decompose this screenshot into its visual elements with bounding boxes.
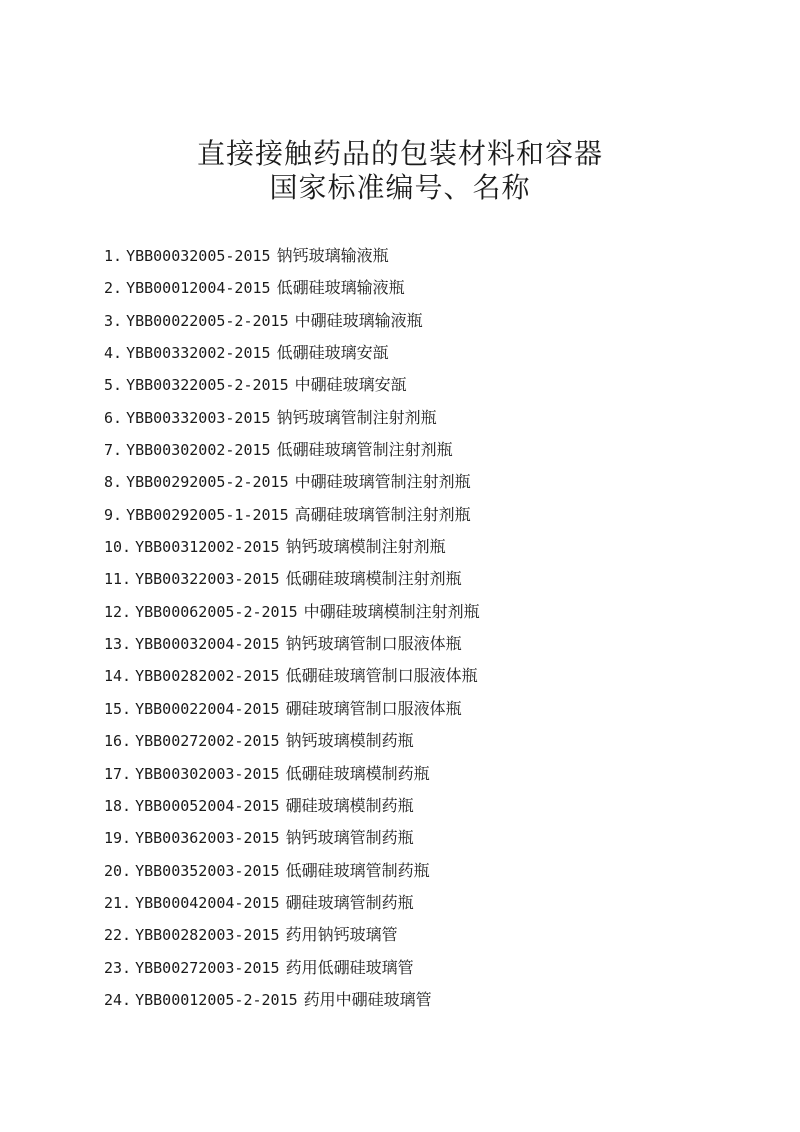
item-number: 15. <box>104 699 132 718</box>
list-item <box>104 274 480 306</box>
list-item <box>104 857 480 889</box>
item-number: 19. <box>104 829 132 848</box>
standard-name: 中硼硅玻璃输液瓶 <box>294 310 423 330</box>
item-number: 7. <box>104 441 123 460</box>
standard-code: YBB00312002-2015 <box>135 538 280 557</box>
standard-code: YBB00302003-2015 <box>135 764 280 783</box>
item-number: 11. <box>104 570 132 589</box>
list-item <box>104 727 480 759</box>
standard-name: 钠钙玻璃管制药瓶 <box>285 828 414 848</box>
standard-code: YBB00012005-2-2015 <box>135 990 298 1009</box>
standard-name: 低硼硅玻璃输液瓶 <box>276 278 405 298</box>
item-number: 6. <box>104 408 123 427</box>
title-line-1: 直接接触药品的包装材料和容器 <box>196 137 603 170</box>
standard-code: YBB00362003-2015 <box>135 829 280 848</box>
list-item <box>104 760 480 792</box>
item-number: 14. <box>104 667 132 686</box>
standard-code: YBB00282002-2015 <box>135 667 280 686</box>
item-number: 5. <box>104 376 123 395</box>
list-item <box>104 695 480 727</box>
standard-code: YBB00022004-2015 <box>135 699 280 718</box>
item-number: 16. <box>104 732 132 751</box>
list-item <box>104 533 480 565</box>
standard-code: YBB00062005-2-2015 <box>135 602 298 621</box>
standard-name: 钠钙玻璃管制口服液体瓶 <box>285 634 462 654</box>
item-number: 1. <box>104 247 123 265</box>
item-number: 13. <box>104 635 132 654</box>
list-item <box>104 598 480 630</box>
standard-name: 硼硅玻璃管制口服液体瓶 <box>285 698 462 718</box>
list-item <box>104 630 480 662</box>
standard-name: 中硼硅玻璃安瓿 <box>294 375 407 395</box>
item-number: 4. <box>104 344 123 363</box>
standard-name: 硼硅玻璃管制药瓶 <box>285 892 414 912</box>
standard-name: 钠钙玻璃模制注射剂瓶 <box>285 537 446 557</box>
list-item <box>104 824 480 856</box>
standard-name: 低硼硅玻璃模制注射剂瓶 <box>285 569 462 589</box>
standard-code: YBB00022005-2-2015 <box>126 311 289 330</box>
list-item <box>104 662 480 694</box>
standard-name: 低硼硅玻璃管制注射剂瓶 <box>276 440 453 460</box>
item-number: 23. <box>104 958 132 977</box>
standard-name: 低硼硅玻璃管制药瓶 <box>285 860 430 880</box>
list-item <box>104 307 480 339</box>
standard-code: YBB00282003-2015 <box>135 926 280 945</box>
list-item <box>104 468 480 500</box>
standard-name: 低硼硅玻璃管制口服液体瓶 <box>285 666 478 686</box>
standard-code: YBB00272002-2015 <box>135 732 280 751</box>
standard-name: 药用中硼硅玻璃管 <box>303 989 432 1009</box>
standard-name: 钠钙玻璃输液瓶 <box>276 246 389 265</box>
standard-code: YBB00322003-2015 <box>135 570 280 589</box>
standard-name: 药用钠钙玻璃管 <box>285 925 398 945</box>
standards-list <box>104 242 480 1018</box>
list-item <box>104 371 480 403</box>
standard-code: YBB00052004-2015 <box>135 796 280 815</box>
list-item <box>104 792 480 824</box>
standard-name: 药用低硼硅玻璃管 <box>285 957 414 977</box>
list-item <box>104 565 480 597</box>
document-title <box>0 137 800 205</box>
standard-name: 中硼硅玻璃模制注射剂瓶 <box>303 601 480 621</box>
standard-name: 低硼硅玻璃模制药瓶 <box>285 763 430 783</box>
list-item <box>104 436 480 468</box>
standard-code: YBB00032005-2015 <box>126 247 271 265</box>
standard-name: 钠钙玻璃模制药瓶 <box>285 731 414 751</box>
standard-name: 硼硅玻璃模制药瓶 <box>285 795 414 815</box>
list-item <box>104 921 480 953</box>
standard-name: 中硼硅玻璃管制注射剂瓶 <box>294 472 471 492</box>
item-number: 22. <box>104 926 132 945</box>
item-number: 24. <box>104 990 132 1009</box>
standard-code: YBB00292005-1-2015 <box>126 505 289 524</box>
standard-code: YBB00302002-2015 <box>126 441 271 460</box>
standard-code: YBB00332003-2015 <box>126 408 271 427</box>
standard-code: YBB00012004-2015 <box>126 279 271 298</box>
standard-code: YBB00272003-2015 <box>135 958 280 977</box>
item-number: 17. <box>104 764 132 783</box>
item-number: 2. <box>104 279 123 298</box>
item-number: 10. <box>104 538 132 557</box>
list-item <box>104 242 480 274</box>
standard-code: YBB00292005-2-2015 <box>126 473 289 492</box>
item-number: 3. <box>104 311 123 330</box>
standard-name: 低硼硅玻璃安瓿 <box>276 343 389 363</box>
item-number: 12. <box>104 602 132 621</box>
standard-code: YBB00322005-2-2015 <box>126 376 289 395</box>
list-item <box>104 889 480 921</box>
list-item <box>104 339 480 371</box>
item-number: 8. <box>104 473 123 492</box>
standard-code: YBB00032004-2015 <box>135 635 280 654</box>
list-item <box>104 501 480 533</box>
standard-code: YBB00352003-2015 <box>135 861 280 880</box>
title-line-2: 国家标准编号、名称 <box>269 171 531 204</box>
item-number: 21. <box>104 893 132 912</box>
list-item <box>104 986 480 1018</box>
item-number: 9. <box>104 505 123 524</box>
standard-code: YBB00042004-2015 <box>135 893 280 912</box>
standard-name: 钠钙玻璃管制注射剂瓶 <box>276 407 437 427</box>
standard-name: 高硼硅玻璃管制注射剂瓶 <box>294 504 471 524</box>
item-number: 18. <box>104 796 132 815</box>
standard-code: YBB00332002-2015 <box>126 344 271 363</box>
list-item <box>104 954 480 986</box>
list-item <box>104 404 480 436</box>
item-number: 20. <box>104 861 132 880</box>
